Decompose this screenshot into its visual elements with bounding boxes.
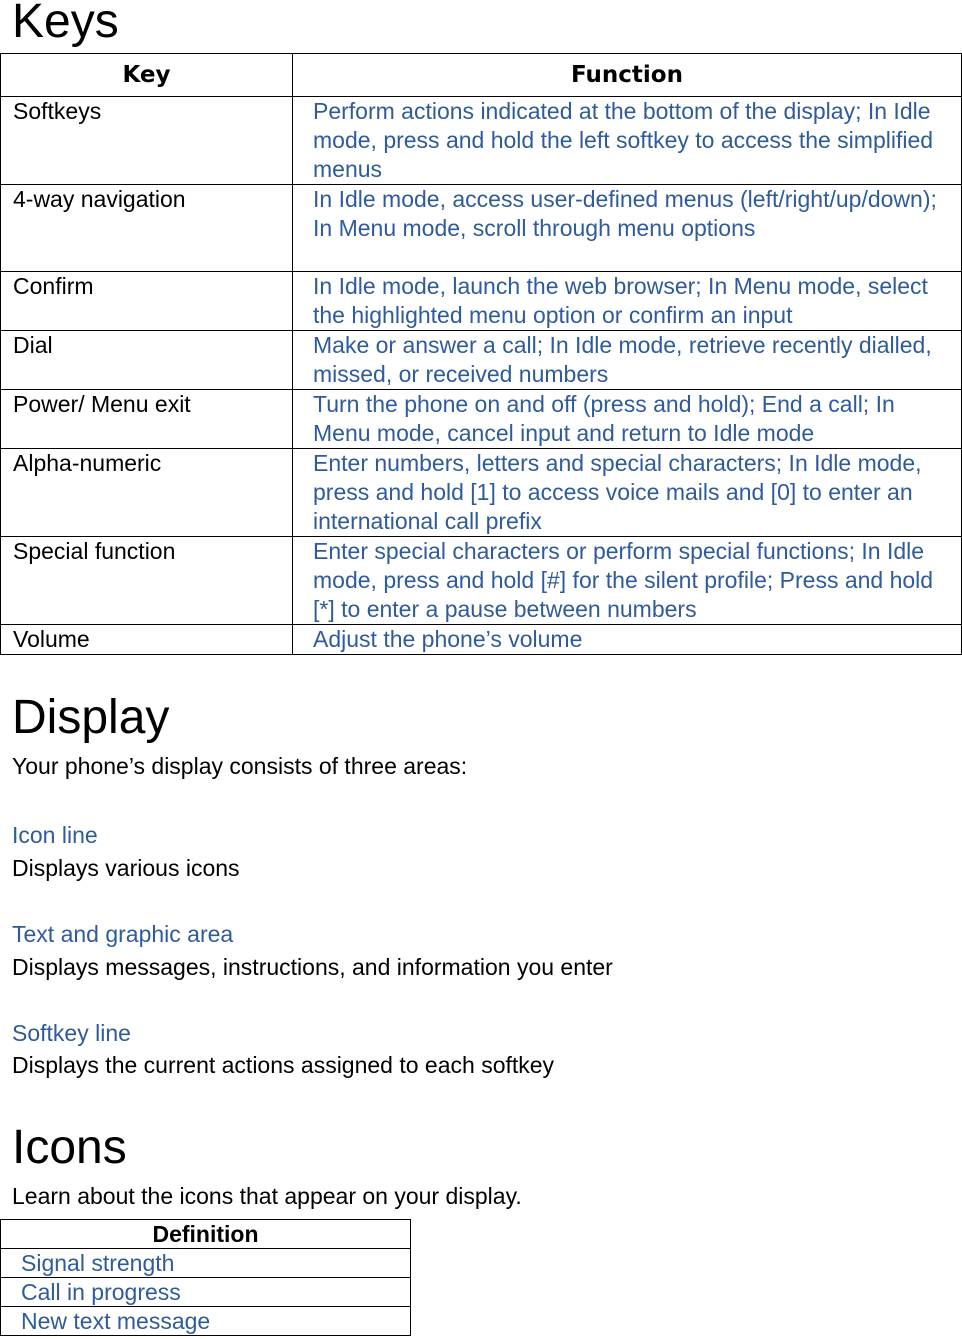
table-row: [1, 97, 962, 185]
key-cell: Softkeys: [1, 97, 293, 185]
area-description-text-graphic: Displays messages, instructions, and information you enter: [12, 954, 613, 980]
table-row: [1, 449, 962, 537]
function-cell: In Idle mode, launch the web browser; In Menu mode, select the highlighted menu option or confirm an input: [293, 272, 962, 331]
table-row: [1, 1278, 411, 1307]
icons-intro: Learn about the icons that appear on your display.: [12, 1183, 522, 1209]
table-row: [1, 1307, 411, 1336]
key-cell: Confirm: [1, 272, 293, 331]
function-cell: Perform actions indicated at the bottom of the display; In Idle mode, press and hold the left softkey to access the simplified menus: [293, 97, 962, 185]
key-column-header: Key: [1, 54, 293, 97]
icons-heading: Icons: [12, 1121, 127, 1174]
table-row: [1, 537, 962, 625]
definition-cell: Call in progress: [1, 1278, 411, 1307]
function-cell: Enter special characters or perform special functions; In Idle mode, press and hold [#] for the silent profile; Press and hold [*] to enter a pause between numbers: [293, 537, 962, 625]
key-cell: 4-way navigation: [1, 185, 293, 272]
key-cell: Dial: [1, 331, 293, 390]
table-row: [1, 390, 962, 449]
function-cell: Turn the phone on and off (press and hold); End a call; In Menu mode, cancel input and return to Idle mode: [293, 390, 962, 449]
function-cell: Adjust the phone’s volume: [293, 625, 962, 655]
function-column-header: Function: [293, 54, 962, 97]
area-description-icon-line: Displays various icons: [12, 855, 240, 881]
icons-table-header: [1, 1220, 411, 1249]
function-cell: Make or answer a call; In Idle mode, retrieve recently dialled, missed, or received numbers: [293, 331, 962, 390]
area-name-icon-line: Icon line: [12, 822, 98, 848]
function-cell: Enter numbers, letters and special characters; In Idle mode, press and hold [1] to access voice mails and [0] to enter an international call prefix: [293, 449, 962, 537]
area-name-softkey-line: Softkey line: [12, 1020, 131, 1046]
area-name-text-graphic: Text and graphic area: [12, 921, 234, 947]
table-row: [1, 272, 962, 331]
keys-table: [0, 53, 962, 655]
table-row: [1, 1249, 411, 1278]
key-cell: Special function: [1, 537, 293, 625]
key-cell: Volume: [1, 625, 293, 655]
table-row: [1, 331, 962, 390]
table-row: [1, 185, 962, 272]
function-cell: In Idle mode, access user-defined menus (left/right/up/down); In Menu mode, scroll through menu options: [293, 185, 962, 272]
display-intro: Your phone’s display consists of three areas:: [12, 753, 468, 779]
key-cell: Power/ Menu exit: [1, 390, 293, 449]
key-cell: Alpha-numeric: [1, 449, 293, 537]
definition-cell: New text message: [1, 1307, 411, 1336]
icons-table: [0, 1219, 411, 1336]
area-description-softkey-line: Displays the current actions assigned to each softkey: [12, 1052, 555, 1078]
display-heading: Display: [12, 691, 170, 744]
definition-column-header: Definition: [1, 1220, 411, 1249]
keys-heading: Keys: [12, 0, 119, 48]
table-row: [1, 625, 962, 655]
keys-table-header: [1, 54, 962, 97]
definition-cell: Signal strength: [1, 1249, 411, 1278]
